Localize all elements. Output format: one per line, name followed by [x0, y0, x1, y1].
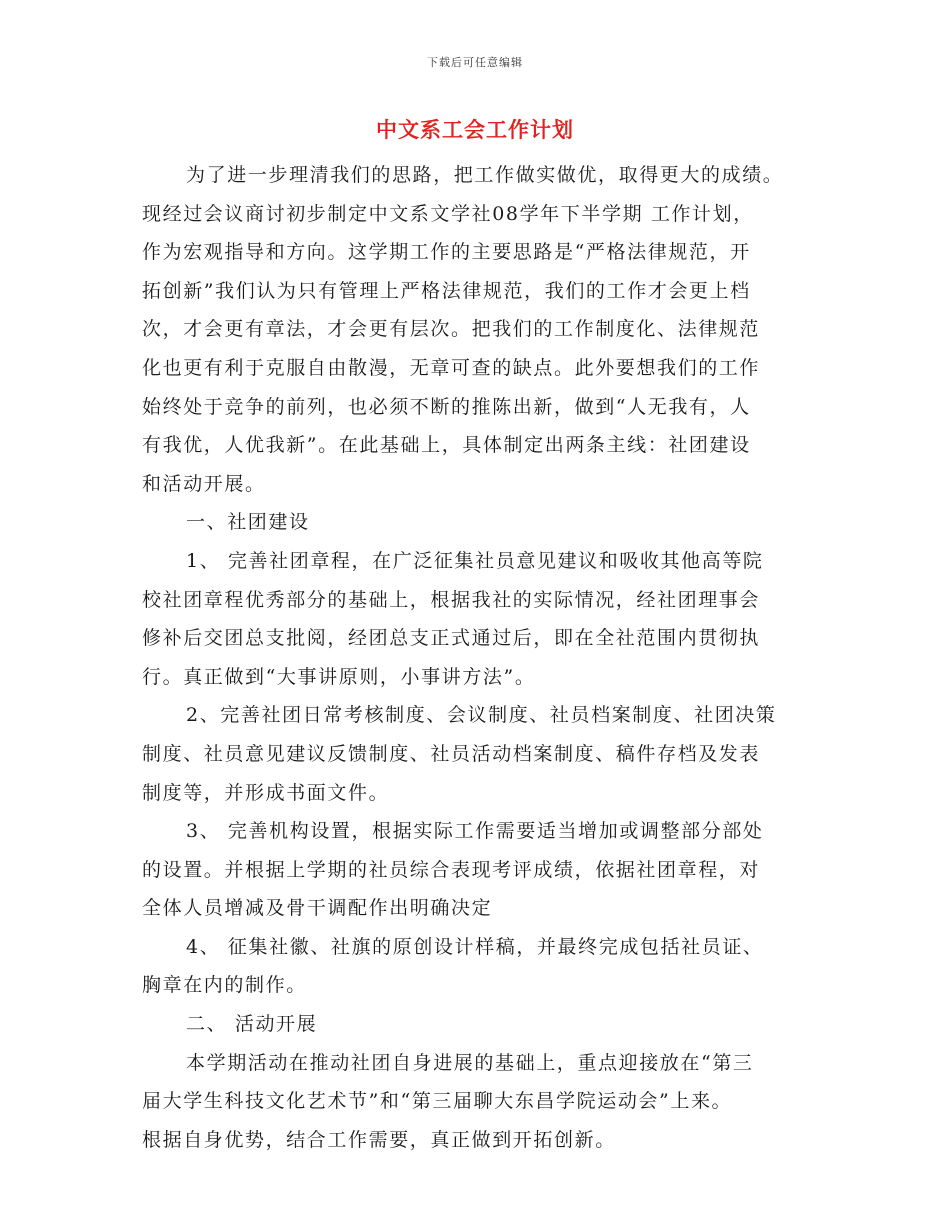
body-line: 制度、社员意见建议反馈制度、社员活动档案制度、稿件存档及发表	[142, 742, 761, 765]
body-line: 拓创新”我们认为只有管理上严格法律规范，我们的工作才会更上档	[142, 279, 751, 302]
body-line: 化也更有利于克服自由散漫，无章可查的缺点。此外要想我们的工作	[142, 356, 761, 379]
body-line: 和活动开展。	[142, 472, 266, 495]
body-line: 本学期活动在推动社团自身进展的基础上，重点迎接放在“第三	[186, 1051, 754, 1074]
body-line: 作为宏观指导和方向。这学期工作的主要思路是“严格法律规范，开	[142, 241, 751, 264]
body-line: 全体人员增减及骨干调配作出明确决定	[142, 897, 493, 920]
document-title: 中文系工会工作计划	[376, 117, 574, 142]
document-body	[142, 156, 812, 1159]
body-line: 制度等，并形成书面文件。	[142, 781, 390, 804]
body-line: 4、 征集社徽、社旗的原创设计样稿，并最终完成包括社员证、	[186, 935, 764, 958]
section-heading: 二、 活动开展	[186, 1013, 318, 1036]
body-line: 校社团章程优秀部分的基础上，根据我社的实际情况，经社团理事会	[142, 588, 761, 611]
body-line: 胸章在内的制作。	[142, 974, 307, 997]
body-line: 届大学生科技文化艺术节”和“第三届聊大东昌学院运动会”上来。	[142, 1090, 733, 1113]
body-line: 有我优，人优我新”。在此基础上，具体制定出两条主线：社团建设	[142, 434, 751, 457]
body-line: 现经过会议商讨初步制定中文系文学社08学年下半学期 工作计划，	[142, 202, 754, 225]
body-line: 修补后交团总支批阅，经团总支正式通过后，即在全社范围内贯彻执	[142, 627, 761, 650]
header-note: 下载后可任意编辑	[427, 56, 523, 69]
body-line: 行。真正做到“大事讲原则，小事讲方法”。	[142, 665, 536, 688]
body-line: 根据自身优势，结合工作需要，真正做到开拓创新。	[142, 1128, 616, 1151]
body-line: 的设置。并根据上学期的社员综合表现考评成绩，依据社团章程，对	[142, 858, 761, 881]
section-heading: 一、社团建设	[186, 511, 310, 534]
body-line: 次，才会更有章法，才会更有层次。把我们的工作制度化、法律规范	[142, 318, 761, 341]
body-line: 始终处于竞争的前列，也必须不断的推陈出新，做到“人无我有，人	[142, 395, 751, 418]
body-line: 2、完善社团日常考核制度、会议制度、社员档案制度、社团决策	[186, 704, 777, 727]
body-line: 1、 完善社团章程，在广泛征集社员意见建议和吸收其他高等院	[186, 549, 764, 572]
body-line: 3、 完善机构设置，根据实际工作需要适当增加或调整部分部处	[186, 820, 764, 843]
body-line: 为了进一步理清我们的思路，把工作做实做优，取得更大的成绩。	[186, 164, 784, 186]
